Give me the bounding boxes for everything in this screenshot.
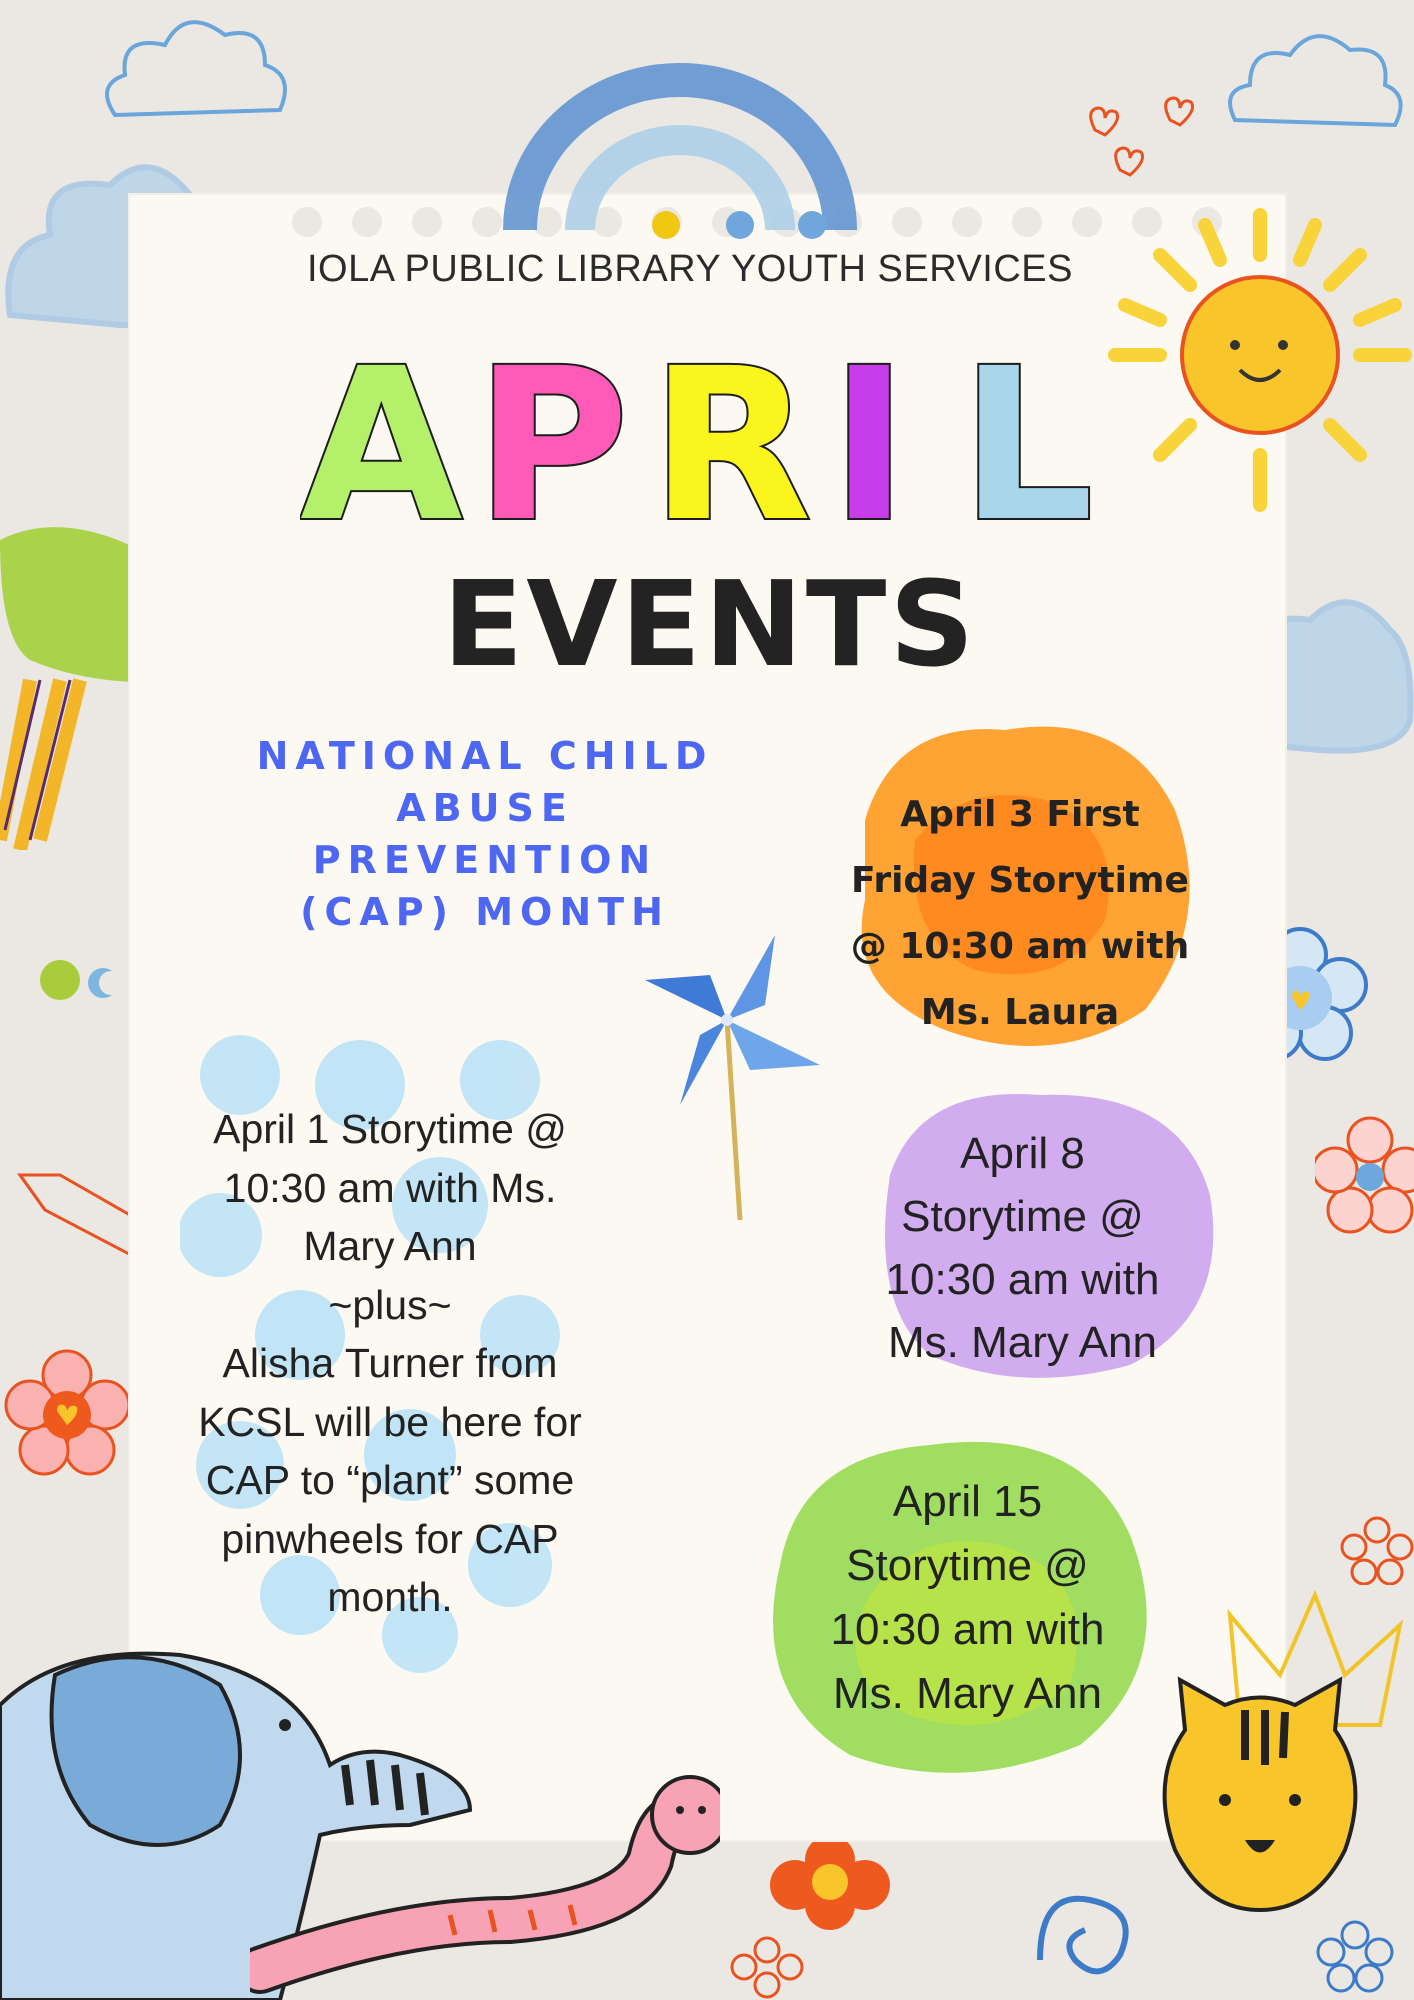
- cloud-icon: [1220, 20, 1410, 150]
- rainbow-icon: [500, 40, 860, 240]
- event-april-15: April 15 Storytime @ 10:30 am with Ms. Mary Ann: [830, 1477, 1105, 1718]
- flower-icon: [730, 1935, 805, 2000]
- binder-hole: [472, 207, 502, 237]
- org-header: IOLA PUBLIC LIBRARY YOUTH SERVICES: [306, 248, 1074, 290]
- flower-icon: [1315, 1920, 1395, 1995]
- swirl-icon: [1020, 1880, 1150, 1990]
- binder-hole: [292, 207, 322, 237]
- binder-hole: [952, 207, 982, 237]
- worm-icon: [250, 1770, 720, 2000]
- sun-icon: [1105, 205, 1414, 515]
- title-letter: I: [830, 340, 909, 530]
- title-letter: L: [960, 340, 1094, 530]
- april-title: [300, 340, 1130, 530]
- title-letter: A: [300, 340, 463, 530]
- heart-icon: [1080, 90, 1210, 180]
- binder-hole: [892, 207, 922, 237]
- flower-icon: [760, 1830, 900, 1930]
- binder-hole: [412, 207, 442, 237]
- title-letter: R: [650, 340, 812, 530]
- cloud-icon: [95, 5, 295, 145]
- flower-icon: [0, 1345, 135, 1480]
- flower-icon: [1340, 1515, 1414, 1585]
- binder-hole: [1072, 207, 1102, 237]
- dots-icon: [38, 955, 128, 1005]
- tiger-icon: [1145, 1670, 1375, 1920]
- event-april-1: April 1 Storytime @ 10:30 am with Ms. Mary Ann ~plus~ Alisha Turner from KCSL will be here for CAP to “plant” some pinwheels for CAP month.: [198, 1106, 582, 1620]
- pinwheel-icon: [640, 935, 825, 1225]
- binder-hole: [1012, 207, 1042, 237]
- event-april-3: April 3 First Friday Storytime @ 10:30 am with Ms. Laura: [850, 794, 1190, 1033]
- cap-month-heading: NATIONAL CHILD ABUSE PREVENTION (CAP) MONTH: [256, 734, 714, 934]
- event-april-8: April 8 Storytime @ 10:30 am with Ms. Mary Ann: [885, 1129, 1160, 1367]
- flower-icon: [1315, 1115, 1414, 1235]
- title-letter: P: [475, 340, 629, 530]
- binder-hole: [352, 207, 382, 237]
- events-subtitle: EVENTS: [442, 555, 978, 693]
